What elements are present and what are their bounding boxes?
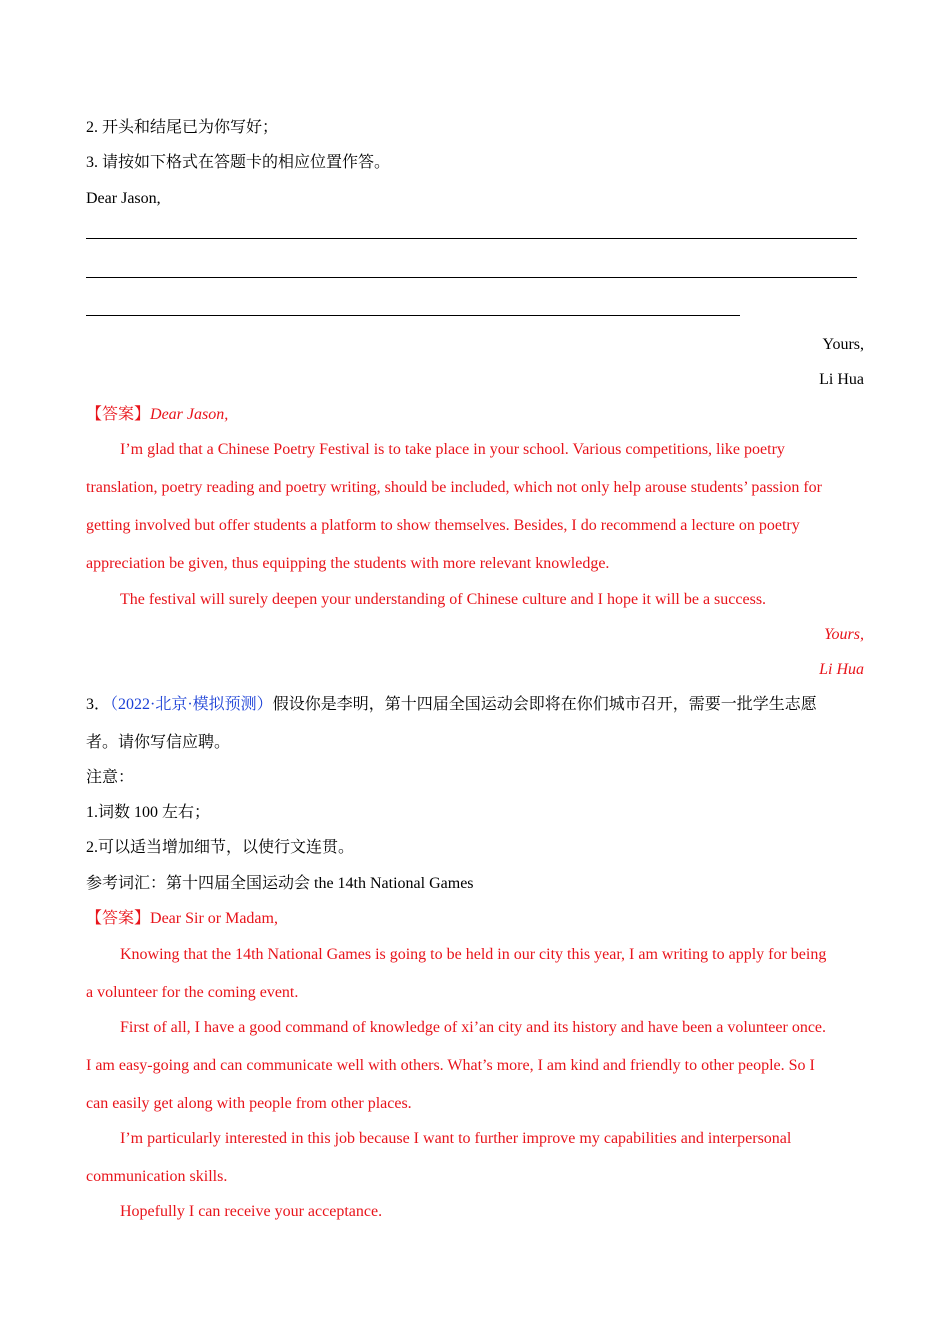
q2-note-3: 3. 请按如下格式在答题卡的相应位置作答。 <box>86 154 391 171</box>
answer-2-paragraph-2-line-1: First of all, I have a good command of knowledge of xi’an city and its history and have been a volunteer once. <box>120 1019 827 1036</box>
question-3-source: （2022·北京·模拟预测） <box>110 696 273 713</box>
question-3-note-2: 2.可以适当增加细节，以使行文连贯。 <box>86 839 355 856</box>
answer-1-paragraph-1-line-4: appreciation be given, thus equipping the students with more relevant knowledge. <box>86 555 610 572</box>
question-3-vocab: 参考词汇：第十四届全国运动会 the 14th National Games <box>86 875 474 892</box>
question-3-number: 3． <box>86 696 111 713</box>
answer-blank-line-1 <box>86 238 857 239</box>
q2-signature: Li Hua <box>819 371 864 388</box>
answer-2-salutation: Dear Sir or Madam, <box>150 910 278 927</box>
answer-1-paragraph-2: The festival will surely deepen your understanding of Chinese culture and I hope it will be a success. <box>120 591 767 608</box>
answer-2-heading <box>86 909 278 929</box>
answer-1-paragraph-1-line-3: getting involved but offer students a platform to show themselves. Besides, I do recommend a lecture on poetry <box>86 517 800 534</box>
question-3-prompt-line-1: 假设你是李明，第十四届全国运动会即将在你们城市召开，需要一批学生志愿 <box>272 696 817 713</box>
answer-blank-line-2 <box>86 277 857 278</box>
q2-note-2: 2. 开头和结尾已为你写好； <box>86 119 279 136</box>
question-3-note-1: 1.词数 100 左右； <box>86 804 211 821</box>
question-3-header <box>86 695 817 715</box>
answer-2-paragraph-1-line-1: Knowing that the 14th National Games is going to be held in our city this year, I am writing to apply for being <box>120 946 827 963</box>
answer-1-paragraph-1-line-1: I’m glad that a Chinese Poetry Festival is to take place in your school. Various competitions, like poetry <box>120 441 785 458</box>
answer-2-paragraph-2-line-3: can easily get along with people from other places. <box>86 1095 412 1112</box>
answer-1-closing: Yours, <box>824 626 864 643</box>
answer-2-paragraph-3-line-1: I’m particularly interested in this job because I want to further improve my capabilities and interpersonal <box>120 1130 792 1147</box>
answer-1-heading <box>86 405 228 425</box>
answer-1-salutation: Dear Jason, <box>150 406 229 423</box>
answer-2-paragraph-2-line-2: I am easy-going and can communicate well with others. What’s more, I am kind and friendly to other people. So I <box>86 1057 815 1074</box>
answer-2-paragraph-4: Hopefully I can receive your acceptance. <box>120 1203 383 1220</box>
answer-2-paragraph-1-line-2: a volunteer for the coming event. <box>86 984 299 1001</box>
answer-blank-line-3 <box>86 315 740 316</box>
answer-tag: 【答案】 <box>86 406 151 423</box>
answer-tag: 【答案】 <box>86 910 151 927</box>
answer-1-signature: Li Hua <box>819 661 864 678</box>
q2-salutation: Dear Jason, <box>86 190 161 207</box>
question-3-notes-title: 注意： <box>86 769 135 786</box>
answer-1-paragraph-1-line-2: translation, poetry reading and poetry writing, should be included, which not only help arouse students’ passion for <box>86 479 822 496</box>
question-3-prompt-line-2: 者。请你写信应聘。 <box>86 734 231 751</box>
q2-closing: Yours, <box>822 336 864 353</box>
answer-2-paragraph-3-line-2: communication skills. <box>86 1168 228 1185</box>
